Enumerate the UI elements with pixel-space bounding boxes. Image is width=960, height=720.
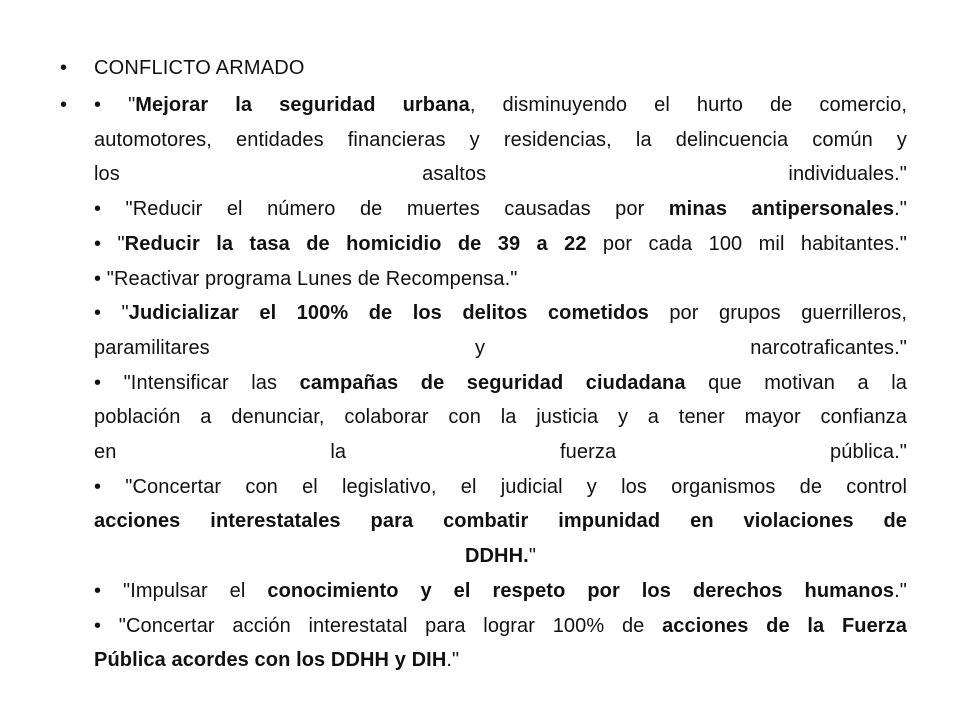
text-run: • "Intensificar las <box>94 371 300 394</box>
text-line <box>94 574 907 609</box>
bold-phrase: Mejorar la seguridad urbana <box>135 94 470 116</box>
text-run: • " <box>94 302 129 325</box>
bold-phrase: acciones de la Fuerza <box>662 614 908 637</box>
text-run: • "Reducir el número de muertes causadas por <box>94 198 669 221</box>
bold-phrase: minas antipersonales <box>668 198 895 221</box>
text-run: • "Reactivar programa Lunes de Recompensa." <box>94 267 518 290</box>
objectives-paragraph <box>94 88 907 678</box>
text-line <box>94 504 907 539</box>
bullet-glyph: • <box>60 94 68 116</box>
text-run: ." <box>894 198 907 221</box>
text-line <box>94 296 907 331</box>
text-run: • "Concertar con el legislativo, el judicial y los organismos de control <box>94 475 907 498</box>
text-line <box>94 470 907 505</box>
text-run: • " <box>94 94 136 116</box>
text-run: por cada 100 mil habitantes." <box>586 232 907 255</box>
text-line <box>94 157 907 192</box>
bold-phrase: acciones interestatales para combatir impunidad en violaciones de <box>94 510 907 533</box>
text-line <box>94 227 907 262</box>
text-run: que motivan a la <box>685 371 908 394</box>
text-run: en la fuerza pública." <box>94 441 907 464</box>
bold-phrase: Judicializar el 100% de los delitos cometidos <box>128 302 649 325</box>
bold-phrase: campañas de seguridad ciudadana <box>299 371 686 394</box>
text-line <box>94 643 907 678</box>
bold-phrase: Pública acordes con los DDHH y DIH <box>94 649 447 672</box>
text-line <box>94 539 907 574</box>
text-run: población a denunciar, colaborar con la justicia y a tener mayor confianza <box>94 406 907 429</box>
text-run: • " <box>94 232 125 255</box>
section-heading: CONFLICTO ARMADO <box>94 57 305 79</box>
text-run: ." <box>894 579 907 602</box>
text-line <box>94 435 907 470</box>
text-line <box>94 609 907 644</box>
bullet-item-objectives <box>60 88 907 678</box>
text-run: automotores, entidades financieras y residencias, la delincuencia común y <box>94 128 907 151</box>
text-run: por grupos guerrilleros, <box>648 302 907 325</box>
text-run: " <box>528 545 537 568</box>
text-line <box>94 88 907 123</box>
text-run: • "Impulsar el <box>94 579 268 602</box>
bold-phrase: conocimiento y el respeto por los derechos humanos <box>267 579 895 602</box>
bold-phrase: DDHH. <box>464 545 529 568</box>
bullet-item-heading <box>60 51 305 86</box>
text-run: ." <box>446 649 460 672</box>
text-line <box>94 366 907 401</box>
text-run: • "Concertar acción interestatal para lograr 100% de <box>94 614 663 637</box>
bullet-glyph: • <box>60 57 68 79</box>
text-line <box>94 123 907 158</box>
text-line <box>94 331 907 366</box>
text-run: paramilitares y narcotraficantes." <box>94 336 907 359</box>
text-line <box>94 192 907 227</box>
text-line <box>94 400 907 435</box>
bold-phrase: Reducir la tasa de homicidio de 39 a 22 <box>124 232 587 255</box>
text-line <box>94 262 907 297</box>
text-run: los asaltos individuales." <box>94 163 907 186</box>
text-run: , disminuyendo el hurto de comercio, <box>469 94 907 116</box>
